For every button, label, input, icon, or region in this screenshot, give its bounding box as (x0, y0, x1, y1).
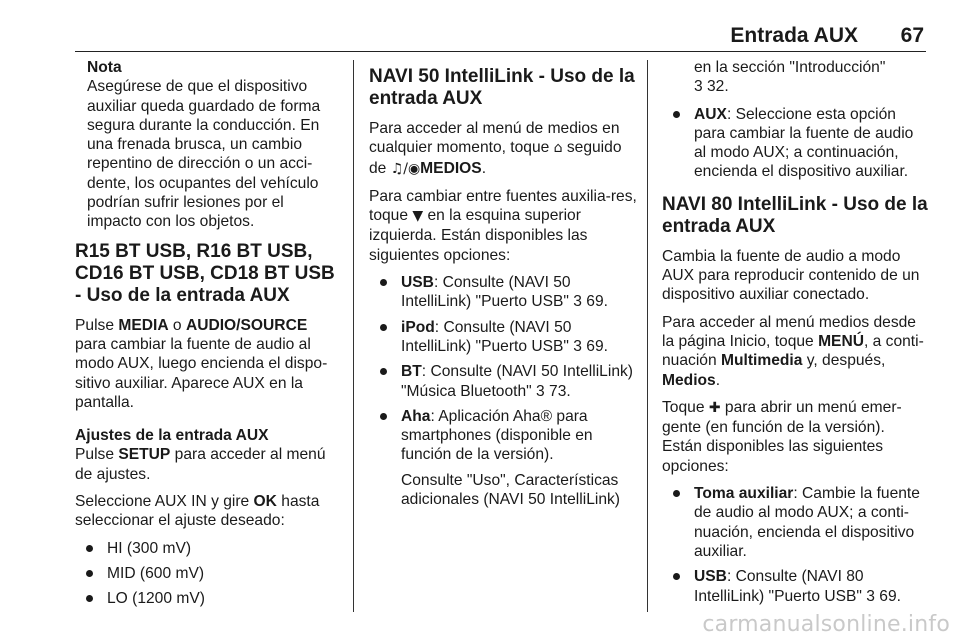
list-item: USB: Consulte (NAVI 80 IntelliLink) "Puerto USB" 3 69. (662, 567, 928, 606)
list-item: AUX: Seleccione esta opción para cambiar la fuente de audio al modo AUX; a continuación, encienda el dispositivo auxiliar. (662, 105, 928, 182)
section-heading-navi80: NAVI 80 IntelliLink - Uso de la entrada AUX (662, 193, 928, 237)
header-rule (75, 51, 926, 52)
list-item: MID (600 mV) (75, 564, 340, 583)
paragraph-switch-source: Para cambiar entre fuentes auxilia-res, toque ▼ en la esquina superior izquierda. Están disponibles las siguientes opciones: (369, 187, 637, 264)
paragraph-select: Seleccione AUX IN y gire OK hasta seleccionar el ajuste deseado: (75, 493, 320, 530)
column-divider-1 (353, 60, 354, 612)
list-item: iPod: Consulte (NAVI 50 IntelliLink) "Puerto USB" 3 69. (369, 318, 637, 357)
aux-option-list (662, 105, 928, 182)
note-text: Asegúrese de que el dispositivo auxiliar queda guardado de forma segura durante la conducción. En una frenada brusca, un cambio repentino de dirección o un acci-dente, los ocupantes del vehículo podrían sufrir lesiones por el impacto con los objetos. (87, 78, 321, 231)
page-title: Entrada AUX (730, 24, 858, 47)
source-options-list (369, 273, 637, 509)
paragraph-media-menu: Para acceder al menú de medios en cualquier momento, toque ⌂ seguido de ♫/◉MEDIOS. (369, 120, 622, 177)
list-item: USB: Consulte (NAVI 50 IntelliLink) "Puerto USB" 3 69. (369, 273, 637, 312)
paragraph-setup: Pulse SETUP para acceder al menú de ajustes. (75, 446, 326, 483)
popup-options-list (662, 484, 928, 606)
paragraph-media: Pulse MEDIA o AUDIO/SOURCE para cambiar la fuente de audio al modo AUX, luego encienda el dispo-sitivo auxiliar. Aparece AUX en la pantalla. (75, 316, 328, 411)
level-list (75, 539, 340, 609)
column-3 (662, 58, 928, 614)
paragraph-aux-mode: Cambia la fuente de audio a modo AUX para reproducir contenido de un dispositivo auxiliar conectado. (662, 247, 920, 304)
list-item: LO (1200 mV) (75, 589, 340, 608)
note-title: Nota (87, 59, 122, 76)
home-icon: ⌂ (553, 140, 563, 157)
list-item: Toma auxiliar: Cambie la fuente de audio al modo AUX; a conti-nuación, encienda el dispositivo auxiliar. (662, 484, 928, 561)
page-header (75, 24, 926, 52)
column-2 (369, 58, 637, 517)
watermark: carmanualsonline.info (702, 612, 950, 637)
plus-icon: ✚ (708, 399, 721, 416)
column-divider-2 (647, 60, 648, 612)
column-1 (75, 58, 340, 617)
subheading-aux-settings: Ajustes de la entrada AUX (75, 427, 269, 445)
note-box (75, 58, 340, 232)
down-arrow-icon: ▼ (412, 208, 424, 225)
paragraph-menu-path: Para acceder al menú medios desde la página Inicio, toque MENÚ, a conti-nuación Multimedia y, después, Medios. (662, 313, 924, 389)
list-item: BT: Consulte (NAVI 50 IntelliLink) "Música Bluetooth" 3 73. (369, 362, 637, 401)
paragraph-popup-menu: Toque ✚ para abrir un menú emer-gente (en función de la versión). Están disponibles las siguientes opciones: (662, 398, 902, 475)
section-heading-r15: R15 BT USB, R16 BT USB, CD16 BT USB, CD18 BT USB - Uso de la entrada AUX (75, 240, 335, 306)
list-item: Aha: Aplicación Aha® para smartphones (disponible en función de la versión). Consulte "Uso", Características adicionales (NAVI 50 IntelliLink) (369, 407, 637, 509)
list-item: HI (300 mV) (75, 539, 340, 558)
section-heading-navi50: NAVI 50 IntelliLink - Uso de la entrada AUX (369, 66, 635, 109)
music-icon: ♫/◉ (390, 160, 421, 177)
continued-text: en la sección "Introducción" 3 32. (694, 59, 886, 96)
page-number: 67 (900, 24, 924, 47)
